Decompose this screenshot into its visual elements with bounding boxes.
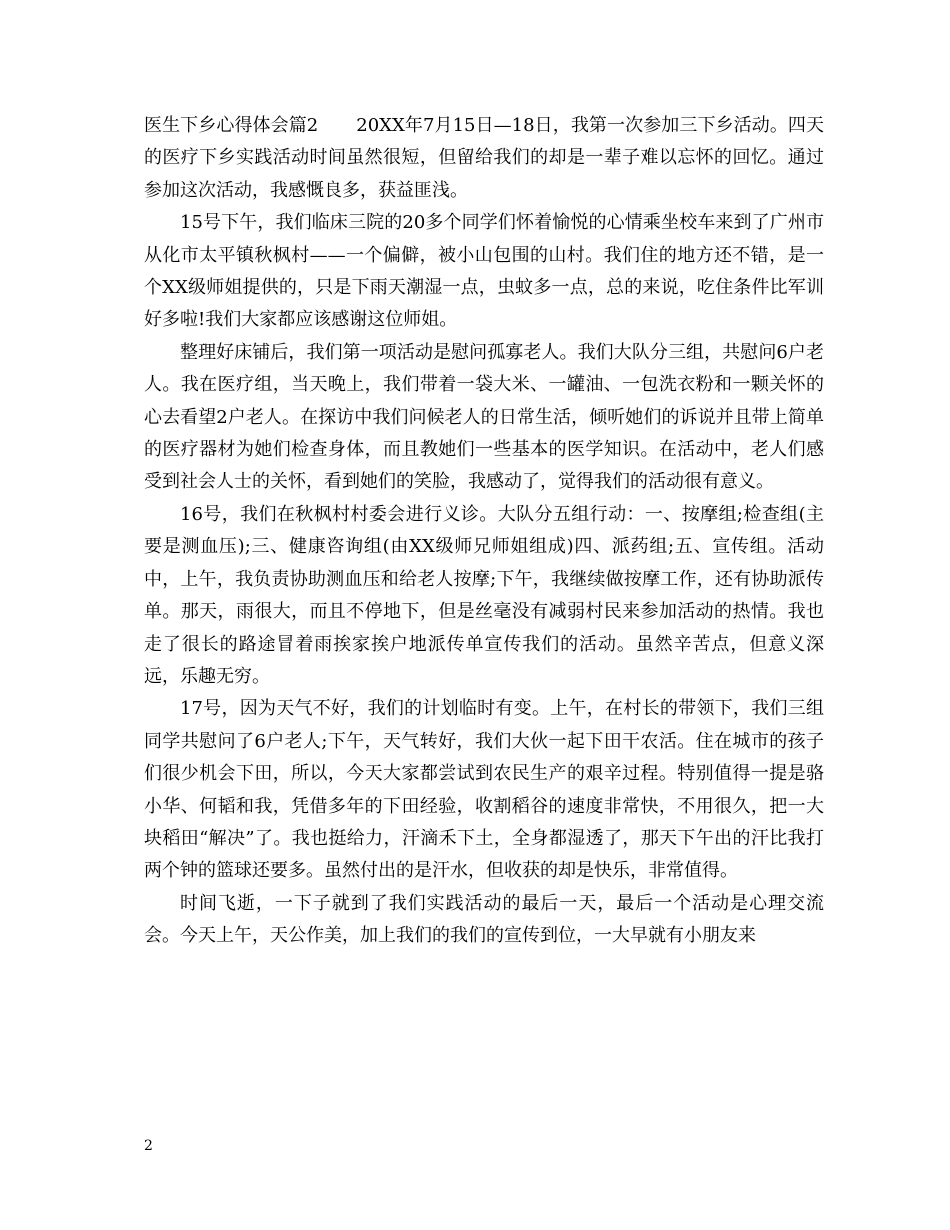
lead-text: 20XX年7月15日—18日，我第一次参加三下乡活动。四天的医疗下乡实践活动时间虽然很短，但留给我们的却是一辈子难以忘怀的回忆。通过参加这次活动，我感慨良多，获益匪浅。	[144, 115, 824, 201]
paragraph-elder-visit: 整理好床铺后，我们第一项活动是慰问孤寡老人。我们大队分三组，共慰问6户老人。我在医疗组，当天晚上，我们带着一袋大米、一罐油、一包洗衣粉和一颗关怀的心去看望2户老人。在探访中我们问候老人的日常生活，倾听她们的诉说并且带上简单的医疗器材为她们检查身体，而且教她们一些基本的医学知识。在活动中，老人们感受到社会人士的关怀，看到她们的笑脸，我感动了，觉得我们的活动很有意义。	[144, 341, 824, 493]
paragraph-free-clinic: 16号，我们在秋枫村村委会进行义诊。大队分五组行动：一、按摩组;检查组(主要是测血压);三、健康咨询组(由XX级师兄师姐组成)四、派药组;五、宣传组。活动中，上午，我负责协助测血压和给老人按摩;下午，我继续做按摩工作，还有协助派传单。那天，雨很大，而且不停地下，但是丝毫没有减弱村民来参加活动的热情。我也走了很长的路途冒着雨挨家挨户地派传单宣传我们的活动。虽然辛苦点，但意义深远，乐趣无穷。	[144, 503, 824, 687]
paragraph-arrival: 15号下午，我们临床三院的20多个同学们怀着愉悦的心情乘坐校车来到了广州市从化市太平镇秋枫村——一个偏僻，被小山包围的山村。我们住的地方还不错，是一个XX级师姐提供的，只是下雨天潮湿一点，虫蚊多一点，总的来说，吃住条件比军训好多啦!我们大家都应该感谢这位师姐。	[144, 212, 824, 331]
paragraph-farm-work: 17号，因为天气不好，我们的计划临时有变。上午，在村长的带领下，我们三组同学共慰问了6户老人;下午，天气转好，我们大伙一起下田干农活。住在城市的孩子们很少机会下田，所以，今天大家都尝试到农民生产的艰辛过程。特别值得一提是骆小华、何韬和我，凭借多年的下田经验，收割稻谷的速度非常快，不用很久，把一大块稻田“解决”了。我也挺给力，汗滴禾下土，全身都湿透了，那天下午出的汗比我打两个钟的篮球还要多。虽然付出的是汗水，但收获的却是快乐，非常值得。	[144, 698, 824, 882]
paragraph-final-day: 时间飞逝，一下子就到了我们实践活动的最后一天，最后一个活动是心理交流会。今天上午，天公作美，加上我们的我们的宣传到位，一大早就有小朋友来	[144, 892, 824, 947]
document-body	[144, 110, 824, 953]
page-number: 2	[144, 1138, 153, 1154]
opening-paragraph	[144, 110, 824, 207]
document-title: 医生下乡心得体会篇2	[144, 115, 319, 136]
